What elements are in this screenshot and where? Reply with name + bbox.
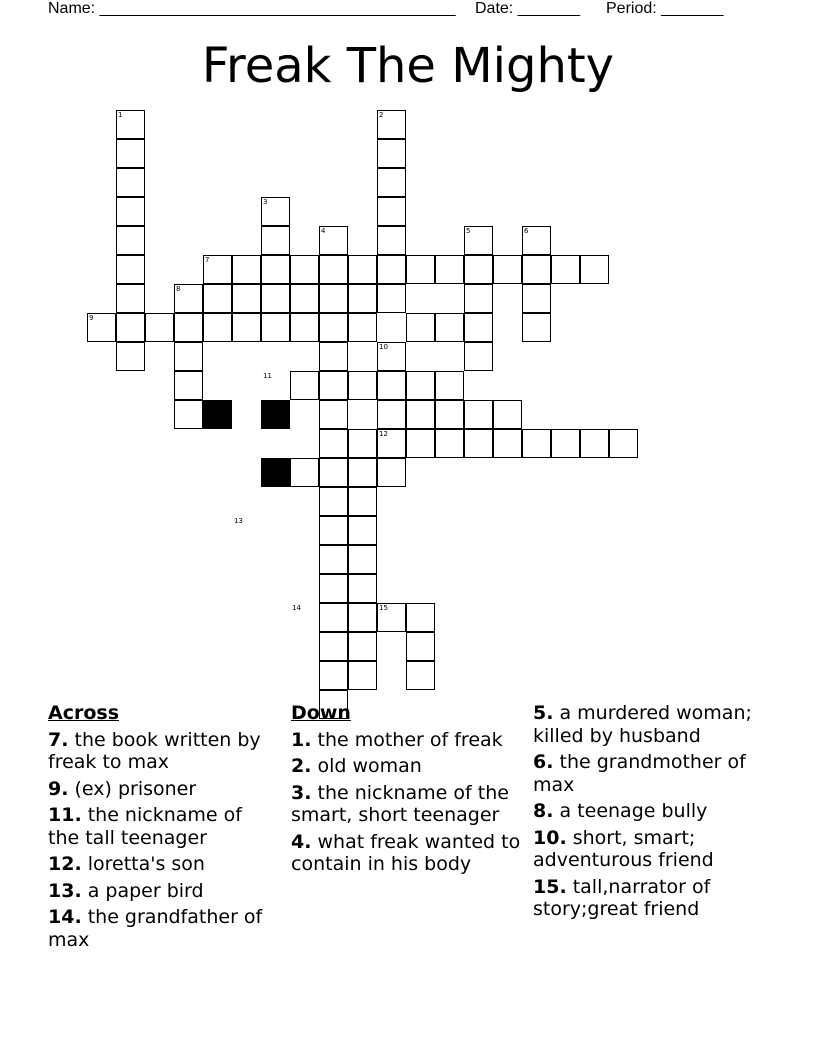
clue-number-label: 14. xyxy=(48,906,82,928)
clue-item xyxy=(291,755,521,778)
grid-cell[interactable] xyxy=(464,313,493,342)
grid-cell[interactable] xyxy=(464,284,493,313)
grid-cell[interactable] xyxy=(174,313,203,342)
grid-cell[interactable] xyxy=(261,226,290,255)
clue-text: the book written by freak to max xyxy=(48,728,261,773)
grid-cell[interactable] xyxy=(377,371,406,400)
clue-number: 15 xyxy=(379,604,388,612)
clue-item xyxy=(291,831,521,876)
clue-number-label: 5. xyxy=(533,702,554,724)
clue-text: the grandmother of max xyxy=(533,751,746,796)
clue-number-label: 12. xyxy=(48,853,82,875)
clue-item xyxy=(533,827,763,872)
grid-cell[interactable] xyxy=(319,284,348,313)
grid-cell[interactable] xyxy=(406,429,435,458)
clue-number: 14 xyxy=(292,604,301,612)
grid-cell[interactable] xyxy=(377,226,406,255)
across-clues xyxy=(48,702,278,955)
clue-item xyxy=(48,880,278,903)
clue-number-label: 2. xyxy=(291,755,312,777)
clue-text: short, smart; adventurous friend xyxy=(533,826,714,871)
grid-cell[interactable] xyxy=(406,400,435,429)
clue-number-label: 8. xyxy=(533,800,554,822)
clue-number-label: 1. xyxy=(291,728,312,751)
clue-text: the grandfather of max xyxy=(48,906,263,951)
grid-cell[interactable] xyxy=(319,632,348,661)
grid-cell[interactable] xyxy=(464,255,493,284)
grid-cell[interactable] xyxy=(290,371,319,400)
grid-cell[interactable] xyxy=(406,371,435,400)
clue-text: tall,narrator of story;great friend xyxy=(533,875,711,920)
clue-item xyxy=(533,702,763,747)
clue-item xyxy=(48,804,278,849)
grid-cell[interactable] xyxy=(174,342,203,371)
clue-number: 13 xyxy=(234,517,243,525)
clue-text: a teenage bully xyxy=(553,800,708,822)
grid-cell[interactable] xyxy=(348,603,377,632)
grid-cell[interactable] xyxy=(435,400,464,429)
down-heading: Down xyxy=(291,702,351,724)
grid-cell[interactable] xyxy=(319,371,348,400)
grid-cell[interactable] xyxy=(174,371,203,400)
clue-number-label: 10. xyxy=(533,826,567,849)
name-field: Name: ________________________________________ xyxy=(48,0,456,17)
grid-cell[interactable] xyxy=(377,458,406,487)
clue-number: 9 xyxy=(89,314,94,322)
black-cell xyxy=(203,400,232,429)
grid-cell[interactable] xyxy=(319,661,348,690)
grid-cell[interactable] xyxy=(348,545,377,574)
clue-item xyxy=(48,729,278,774)
grid-cell[interactable] xyxy=(464,400,493,429)
clue-number-label: 6. xyxy=(533,751,554,773)
grid-cell[interactable] xyxy=(116,168,145,197)
grid-cell[interactable] xyxy=(348,661,377,690)
clue-text: the nickname of the tall teenager xyxy=(48,804,242,849)
clue-number-label: 4. xyxy=(291,830,312,853)
grid-cell[interactable] xyxy=(348,371,377,400)
clue-number-label: 7. xyxy=(48,728,69,751)
grid-cell[interactable] xyxy=(319,400,348,429)
across-heading: Across xyxy=(48,702,120,724)
grid-cell[interactable] xyxy=(203,313,232,342)
grid-cell[interactable] xyxy=(464,342,493,371)
grid-cell[interactable] xyxy=(406,632,435,661)
grid-cell[interactable] xyxy=(551,429,580,458)
clue-number: 8 xyxy=(176,285,181,293)
grid-cell[interactable] xyxy=(377,400,406,429)
grid-cell[interactable] xyxy=(145,313,174,342)
grid-cell[interactable] xyxy=(348,487,377,516)
clue-number-label: 9. xyxy=(48,777,69,800)
grid-cell[interactable] xyxy=(261,284,290,313)
clue-text: what freak wanted to contain in his body xyxy=(291,830,521,875)
grid-cell[interactable] xyxy=(319,342,348,371)
clue-text: a paper bird xyxy=(81,879,204,902)
grid-cell[interactable] xyxy=(522,429,551,458)
clue-number: 3 xyxy=(263,198,268,206)
grid-cell[interactable] xyxy=(493,400,522,429)
grid-cell[interactable] xyxy=(348,458,377,487)
grid-cell[interactable] xyxy=(319,545,348,574)
grid-cell[interactable] xyxy=(116,313,145,342)
grid-cell[interactable] xyxy=(319,429,348,458)
grid-cell[interactable] xyxy=(377,197,406,226)
grid-cell[interactable] xyxy=(261,255,290,284)
clue-number-label: 13. xyxy=(48,879,82,902)
grid-cell[interactable] xyxy=(348,255,377,284)
grid-cell[interactable] xyxy=(377,255,406,284)
clue-number: 2 xyxy=(379,111,384,119)
grid-cell[interactable] xyxy=(348,429,377,458)
grid-cell[interactable] xyxy=(290,255,319,284)
grid-cell[interactable] xyxy=(377,139,406,168)
grid-cell[interactable] xyxy=(319,574,348,603)
grid-cell[interactable] xyxy=(261,313,290,342)
grid-cell[interactable] xyxy=(435,255,464,284)
clue-number: 1 xyxy=(118,111,123,119)
clue-number: 10 xyxy=(379,343,388,351)
grid-cell[interactable] xyxy=(116,255,145,284)
date-field: Date: _______ xyxy=(475,0,580,17)
clue-item xyxy=(48,853,278,876)
clue-number: 5 xyxy=(466,227,471,235)
grid-cell[interactable] xyxy=(290,458,319,487)
grid-cell[interactable] xyxy=(319,313,348,342)
grid-cell[interactable] xyxy=(116,342,145,371)
grid-cell[interactable] xyxy=(406,661,435,690)
grid-cell[interactable] xyxy=(406,255,435,284)
grid-cell[interactable] xyxy=(319,458,348,487)
grid-cell[interactable] xyxy=(435,313,464,342)
grid-cell[interactable] xyxy=(174,400,203,429)
black-cell xyxy=(261,400,290,429)
grid-cell[interactable] xyxy=(203,284,232,313)
clue-item xyxy=(291,729,521,752)
grid-cell[interactable] xyxy=(348,313,377,342)
clue-text: loretta's son xyxy=(81,853,205,875)
grid-cell[interactable] xyxy=(580,429,609,458)
grid-cell[interactable] xyxy=(580,255,609,284)
down-clues xyxy=(291,702,521,880)
grid-cell[interactable] xyxy=(319,603,348,632)
clue-number: 11 xyxy=(263,372,272,380)
clue-text: old woman xyxy=(311,755,422,777)
grid-cell[interactable] xyxy=(377,284,406,313)
grid-cell[interactable] xyxy=(348,632,377,661)
black-cell xyxy=(261,458,290,487)
period-field: Period: _______ xyxy=(606,0,724,17)
grid-cell[interactable] xyxy=(348,574,377,603)
clue-item xyxy=(533,800,763,823)
grid-cell[interactable] xyxy=(609,429,638,458)
clue-text: (ex) prisoner xyxy=(68,777,197,800)
grid-cell[interactable] xyxy=(493,255,522,284)
grid-cell[interactable] xyxy=(232,313,261,342)
grid-cell[interactable] xyxy=(116,226,145,255)
grid-cell[interactable] xyxy=(232,255,261,284)
clue-number-label: 11. xyxy=(48,804,82,826)
grid-cell[interactable] xyxy=(116,197,145,226)
grid-cell[interactable] xyxy=(522,255,551,284)
clue-number: 12 xyxy=(379,430,388,438)
clue-number: 6 xyxy=(524,227,529,235)
grid-cell[interactable] xyxy=(464,429,493,458)
grid-cell[interactable] xyxy=(435,371,464,400)
clue-item xyxy=(291,782,521,827)
clue-item xyxy=(48,778,278,801)
grid-cell[interactable] xyxy=(522,313,551,342)
clue-number-label: 15. xyxy=(533,875,567,898)
grid-cell[interactable] xyxy=(435,429,464,458)
clue-number-label: 3. xyxy=(291,781,312,804)
down-clues-continued xyxy=(533,702,763,925)
grid-cell[interactable] xyxy=(116,139,145,168)
grid-cell[interactable] xyxy=(406,603,435,632)
grid-cell[interactable] xyxy=(348,516,377,545)
grid-cell[interactable] xyxy=(116,284,145,313)
grid-cell[interactable] xyxy=(551,255,580,284)
grid-cell[interactable] xyxy=(522,284,551,313)
clue-text: the mother of freak xyxy=(311,728,503,751)
grid-cell[interactable] xyxy=(493,429,522,458)
page-title: Freak The Mighty xyxy=(201,38,615,94)
clue-text: a murdered woman; killed by husband xyxy=(533,702,752,747)
grid-cell[interactable] xyxy=(406,313,435,342)
clue-item xyxy=(533,876,763,921)
clue-text: the nickname of the smart, short teenager xyxy=(291,781,509,826)
clue-item xyxy=(533,751,763,796)
grid-cell[interactable] xyxy=(348,284,377,313)
grid-cell[interactable] xyxy=(319,487,348,516)
clue-number: 4 xyxy=(321,227,326,235)
grid-cell[interactable] xyxy=(319,516,348,545)
grid-cell[interactable] xyxy=(377,168,406,197)
clue-item xyxy=(48,906,278,951)
grid-cell[interactable] xyxy=(290,313,319,342)
grid-cell[interactable] xyxy=(319,255,348,284)
grid-cell[interactable] xyxy=(232,284,261,313)
grid-cell[interactable] xyxy=(290,284,319,313)
clue-number: 7 xyxy=(205,256,210,264)
